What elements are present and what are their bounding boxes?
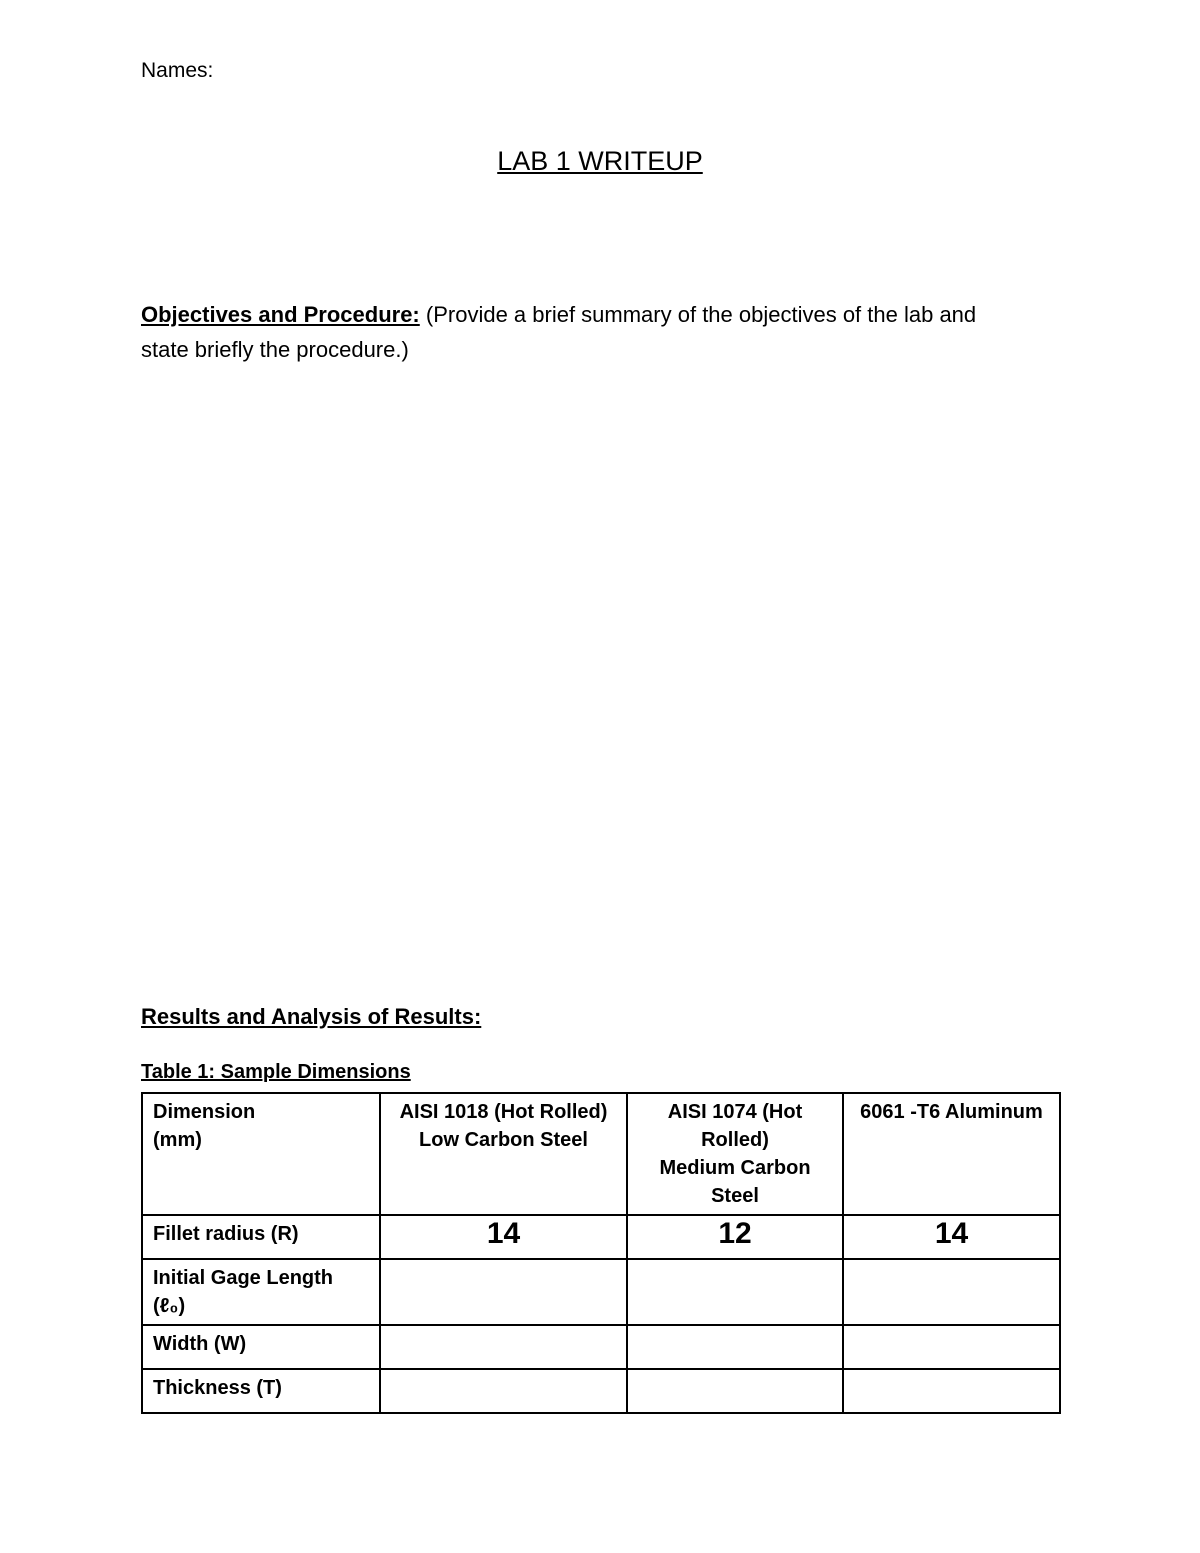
table-cell[interactable] [843,1325,1060,1369]
sample-dimensions-table [141,1092,1061,1414]
row-label: Initial Gage Length (ℓ₀) [142,1259,380,1325]
table-cell[interactable] [380,1259,627,1325]
table-row-initial-gage-length [142,1259,1060,1325]
table-row-thickness [142,1369,1060,1413]
column-header-line: Low Carbon Steel [419,1129,588,1151]
column-header-line: Medium Carbon Steel [659,1157,811,1207]
row-label: Fillet radius (R) [142,1215,380,1259]
document-title: LAB 1 WRITEUP [497,146,703,176]
table-cell[interactable] [627,1259,843,1325]
objectives-section [141,297,1011,367]
table-cell[interactable] [380,1369,627,1413]
names-label: Names: [141,59,214,82]
table-cell[interactable]: 14 [380,1215,627,1259]
table-cell[interactable]: 14 [843,1215,1060,1259]
row-label: Width (W) [142,1325,380,1369]
column-header-6061-aluminum [843,1093,1060,1215]
table-cell[interactable] [627,1325,843,1369]
column-header-line: AISI 1074 (Hot Rolled) [667,1101,803,1151]
table-row-fillet-radius [142,1215,1060,1259]
column-header-line: AISI 1018 (Hot Rolled) [399,1101,608,1123]
table-header-row [142,1093,1060,1215]
table-cell[interactable] [627,1369,843,1413]
table-cell[interactable] [843,1369,1060,1413]
table-cell[interactable]: 12 [627,1215,843,1259]
column-header-dimension [142,1093,380,1215]
column-header-line: (mm) [153,1129,202,1151]
objectives-instruction: (Provide a brief summary of the objectives of the lab and state briefly the procedure.) [141,302,977,362]
table-cell[interactable] [843,1259,1060,1325]
objectives-heading: Objectives and Procedure: [141,302,420,327]
row-label: Thickness (T) [142,1369,380,1413]
column-header-line: Dimension [153,1101,256,1123]
results-heading: Results and Analysis of Results: [141,1004,482,1029]
column-header-line: 6061 -T6 Aluminum [860,1101,1043,1123]
table-caption: Table 1: Sample Dimensions [141,1061,411,1083]
table-cell[interactable] [380,1325,627,1369]
column-header-aisi-1074 [627,1093,843,1215]
column-header-aisi-1018 [380,1093,627,1215]
table-row-width [142,1325,1060,1369]
